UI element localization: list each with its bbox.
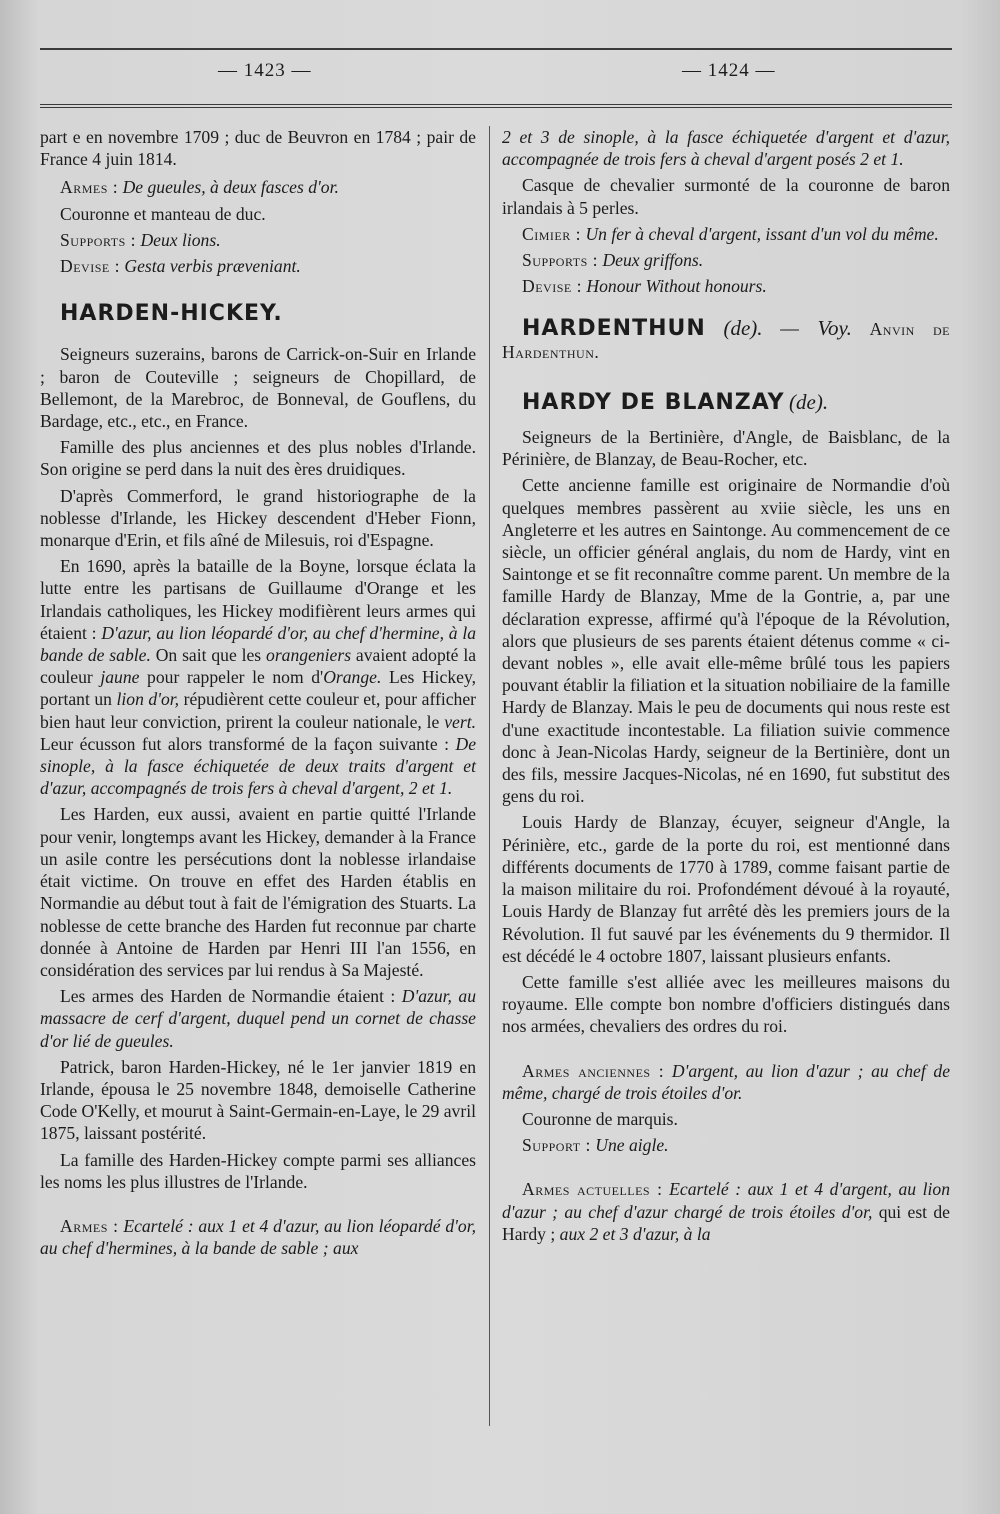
paragraph-boyne — [40, 555, 476, 799]
armes-text-cont: aux 2 et 3 d'azur, à la — [559, 1223, 711, 1244]
text-span: lion d'or, — [116, 689, 180, 710]
armes-actuelles-line — [502, 1178, 950, 1245]
blazon-harden: D'azur, au massacre de cerf d'argent, duquel pend un cornet de chasse d'or lié de gueules. — [40, 986, 476, 1051]
support-label: Support : — [522, 1135, 591, 1156]
devise-label: Devise : — [60, 256, 120, 277]
text-span: Les Hickey, portant un — [40, 667, 476, 710]
devise-label: Devise : — [522, 276, 582, 297]
text-span: Orange. — [323, 667, 382, 688]
couronne-line: Couronne de marquis. — [522, 1108, 678, 1129]
devise-line — [502, 275, 950, 297]
supports-label: Supports : — [522, 250, 599, 271]
devise-text: Gesta verbis præveniant. — [124, 256, 301, 277]
armes-label: Armes : — [60, 1215, 119, 1236]
entry-particle: (de). — [723, 316, 763, 341]
devise-line — [40, 255, 476, 277]
left-page-number: — 1423 — — [218, 60, 312, 81]
column-divider — [489, 126, 490, 1426]
armes-anciennes-line — [502, 1060, 950, 1104]
continuation-text: 2 et 3 de sinople, à la fasce échiquetée d'argent et d'azur, accompagnée de trois fers à cheval d'argent posés 2 et 1. — [502, 127, 950, 170]
text-span: Leur écusson fut alors transformé de la façon suivante : — [40, 733, 449, 754]
paragraph-alliances: La famille des Harden-Hickey compte parmi ses alliances les noms les plus illustres de l'Irlande. — [40, 1149, 476, 1192]
paragraph-harden: Les Harden, eux aussi, avaient en partie quitté l'Irlande pour venir, longtemps avant les Hickey, demander à la France un asile contre les persécutions dont la noblesse irlandaise était victime. On trouve en effet des Harden établis en Normandie au début tout à fait de l'émigration des Stuarts. La noblesse de cette branche des Harden fut reconnue par charte donnée à Antoine de Harden par Henri III l'an 1556, en considération des services par lui rendus à Sa Majesté. — [40, 804, 476, 980]
casque-line: Casque de chevalier surmonté de la couronne de baron irlandais à 5 perles. — [502, 175, 950, 218]
paragraph-seigneurs: Seigneurs de la Bertinière, d'Angle, de Baisblanc, de la Périnière, de Blanzay, de Beau-Rocher, etc. — [502, 427, 950, 470]
text-span: On sait que les — [155, 645, 262, 666]
entry-hardenthun — [502, 317, 950, 362]
armes-text: Ecartelé : aux 1 et 4 d'argent, au lion d'azur ; au chef d'azur chargé de trois étoiles d'or, — [502, 1179, 950, 1222]
armes-text: D'argent, au lion d'azur ; au chef de même, chargé de trois étoiles d'or. — [502, 1060, 951, 1103]
armes-text-roman: qui est de Hardy ; — [502, 1201, 950, 1244]
text-span: vert. — [444, 711, 476, 732]
cross-ref-target[interactable]: Anvin de Hardenthun. — [502, 319, 950, 362]
supports-text: Deux griffons. — [602, 250, 704, 271]
armes-line — [40, 176, 476, 198]
blazon-old: D'azur, au lion léopardé d'or, au chef d'hermine, à la bande de sable. — [40, 622, 476, 666]
support-line — [502, 1134, 950, 1156]
armes-label: Armes actuelles : — [522, 1179, 663, 1200]
text-span: jaune — [100, 667, 140, 688]
text-span: En 1690, après la bataille de la Boyne, lorsque éclata la lutte entre les partisans de Guillaume d'Orange et les Irlandais catholiques, les Hickey modifièrent leurs armes qui étaient : — [40, 556, 476, 643]
entry-heading: HARDEN-HICKEY. — [60, 301, 283, 327]
paragraph-origine: Cette ancienne famille est originaire de Normandie d'où quelques membres passèrent au xviie siècle, les uns en Angleterre et les autres en Saintonge. Au commencement de ce siècle, un officier général anglais, du nom de Hardy, vint en Saintonge et se fit reconnaître comme parent. Un membre de la famille Hardy de Blanzay, Mme de la Gontrie, a, par une déclaration expresse, affirmé qu'à l'époque de la Révolution, alors que plusieurs de ses parents étaient détenus comme « ci-devant nobles », elle avait elle-même brûlé tous les papiers pouvant établir la filiation et la situation nobiliaire de la famille Hardy de Blanzay. Mais le peu de documents qui nous reste est d'une exactitude incontestable. La filiation suivie commence donc à Jean-Nicolas Hardy, seigneur de la Bertinière, dont un des fils, messire Jacques-Nicolas, né en 1690, fut substitut des gens du roi. — [502, 475, 950, 807]
entry-hardy-de-blanzay — [502, 391, 950, 414]
cimier-line — [502, 223, 950, 245]
paragraph-patrick: Patrick, baron Harden-Hickey, né le 1er janvier 1819 en Irlande, épousa le 25 novembre 1848, demoiselle Catherine Code O'Kelly, et mourut à Saint-Germain-en-Laye, le 29 avril 1875, laissant postérité. — [40, 1056, 476, 1144]
supports-line — [502, 249, 950, 271]
entry-heading: HARDENTHUN — [522, 316, 706, 342]
text-span: Les armes des Harden de Normandie étaient : — [60, 986, 396, 1007]
text-span: pour rappeler le nom d' — [147, 667, 324, 688]
supports-label: Supports : — [60, 229, 137, 250]
armes-text: De gueules, à deux fasces d'or. — [122, 177, 339, 198]
top-border-rule — [40, 48, 952, 50]
cimier-label: Cimier : — [522, 223, 582, 244]
paragraph-louis: Louis Hardy de Blanzay, écuyer, seigneur d'Angle, la Périnière, etc., garde de la porte du roi, est mentionné dans différents documents de 1770 à 1789, comme faisant partie de la maison militaire du roi. Profondément dévoué à la royauté, Louis Hardy de Blanzay fut arrêté dès les premiers jours de la Révolution. Il fut sauvé par les événements du 9 thermidor. Il est décédé le 4 octobre 1807, laissant plusieurs enfants. — [502, 812, 950, 966]
continuation-text: part e en novembre 1709 ; duc de Beuvron en 1784 ; pair de France 4 juin 1814. — [40, 127, 476, 170]
entry-particle: (de). — [789, 389, 829, 414]
blazon-new: De sinople, à la fasce échiquetée de deux traits d'argent et d'azur, accompagnés de trois fers à cheval d'argent, 2 et 1. — [40, 733, 476, 799]
text-span: avaient adopté la couleur — [40, 645, 477, 688]
right-column — [502, 126, 950, 1249]
paragraph-armes-harden — [40, 985, 476, 1052]
entry-heading: HARDY DE BLANZAY — [522, 389, 785, 415]
paragraph-alliances: Cette famille s'est alliée avec les meilleures maisons du royaume. Elle compte bon nombre d'officiers distingués dans nos armées, chevaliers des ordres du roi. — [502, 971, 950, 1037]
header-rule — [40, 104, 952, 105]
armes-label: Armes anciennes : — [522, 1060, 665, 1081]
paragraph-commerford: D'après Commerford, le grand historiographe de la noblesse d'Irlande, les Hickey descendent d'Heber Fionn, monarque d'Erin, et fils aîné de Milesuis, roi d'Espagne. — [40, 485, 476, 551]
header-rule-2 — [40, 107, 952, 108]
text-span: répudièrent cette couleur et, pour afficher bien haut leur conviction, prirent la couleur nationale, le — [40, 689, 477, 732]
armes-label: Armes : — [60, 177, 119, 198]
devise-text: Honour Without honours. — [586, 276, 767, 297]
left-column — [40, 126, 476, 1263]
cimier-text: Un fer à cheval d'argent, issant d'un vol du même. — [585, 223, 939, 244]
paragraph-seigneurs: Seigneurs suzerains, barons de Carrick-on-Suir en Irlande ; baron de Couteville ; seigneurs de Chopillard, de Bellemont, de la Marebroc, de Bonneval, de Gouflens, du Bardage, etc., etc., en France. — [40, 344, 476, 432]
support-text: Une aigle. — [595, 1135, 669, 1156]
supports-text: Deux lions. — [140, 229, 221, 250]
right-page-number: — 1424 — — [682, 60, 776, 81]
armes-text: Ecartelé : aux 1 et 4 d'azur, au lion léopardé d'or, au chef d'hermines, à la bande de sable ; aux — [40, 1215, 476, 1259]
entry-title-harden-hickey — [40, 303, 476, 325]
armes-bottom-line — [40, 1215, 476, 1259]
cross-ref-voy: — Voy. — [780, 316, 852, 341]
paragraph-famille: Famille des plus anciennes et des plus nobles d'Irlande. Son origine se perd dans la nuit des ères druidiques. — [40, 437, 476, 480]
couronne-line: Couronne et manteau de duc. — [60, 203, 266, 224]
text-span: orangeniers — [266, 645, 352, 666]
supports-line — [40, 229, 476, 251]
